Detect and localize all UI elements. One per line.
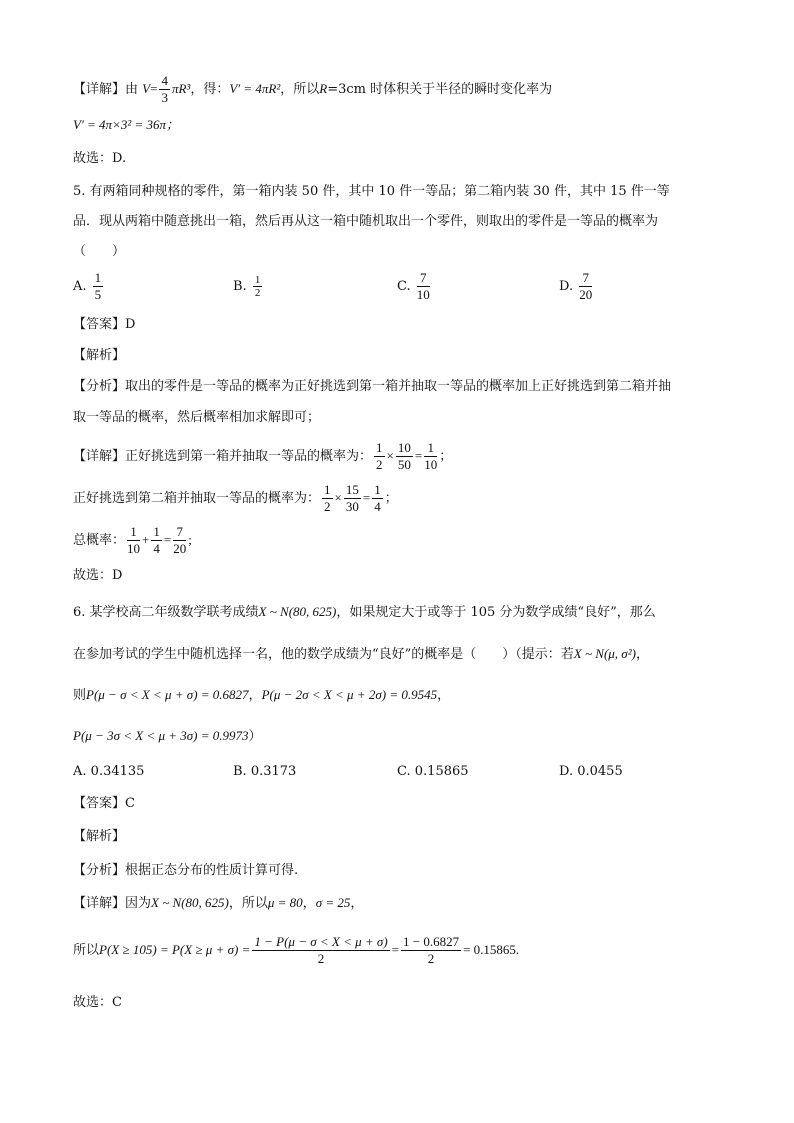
q6-option-b[interactable]: B. 0.3173 xyxy=(233,764,297,779)
q5-stem-line3: （ ） xyxy=(73,244,126,259)
q5-detail-line2: 正好挑选到第二箱并抽取一等品的概率为： $\frac{1}{2}$ × $\frac{15}{30}$ = $\frac{1}{4}$ ； xyxy=(73,482,398,514)
q6-option-c[interactable]: C. 0.15865 xyxy=(397,764,469,779)
math-op: = xyxy=(150,81,158,96)
q5-option-c[interactable]: C. $\frac{7}{10}$ xyxy=(397,270,430,302)
q5-detail-line1: 【详解】正好挑选到第一箱并抽取一等品的概率为： $\frac{1}{2}$ × $\frac{10}{50}$ = $\frac{1}{10}$ ； xyxy=(73,440,453,472)
q6-stem-line1: 6. 某学校高二年级数学联考成绩X ~ N(80, 625)，如果规定大于或等于 105 分为数学成绩“良好”，那么 xyxy=(73,604,656,620)
q6-option-d[interactable]: D. 0.0455 xyxy=(559,764,623,779)
q6-stem-line4: P(μ − 3σ < X < μ + 3σ) = 0.9973） xyxy=(73,728,262,744)
q6-detail-line2: 所以P(X ≥ 105) = P(X ≥ μ + σ) = $\frac{1 - P(\mu - \sigma < X < \mu + \sigma)}{2}$ = $\frac{1 - 0.6827}{2}$ = 0.15865. xyxy=(73,934,520,966)
q5-option-a[interactable]: A. $\frac{1}{5}$ xyxy=(73,270,102,302)
q6-analysis: 【分析】根据正态分布的性质计算可得. xyxy=(73,863,299,878)
detail-text: ，所以 xyxy=(280,82,320,97)
q5-option-d[interactable]: D. $\frac{7}{20}$ xyxy=(559,270,593,302)
q6-choice: 故选：C xyxy=(73,995,122,1010)
detail-text: ，得： xyxy=(190,82,230,97)
q5-answer: 【答案】D xyxy=(73,317,136,332)
fraction: $\frac{4}{3}$ xyxy=(161,73,168,105)
q5-stem-line1: 5. 有两箱同种规格的零件，第一箱内装 50 件，其中 10 件一等品；第二箱内装 30 件，其中 15 件一等 xyxy=(73,184,670,199)
q5-jiexi-heading: 【解析】 xyxy=(73,348,126,363)
q5-stem-line2: 品．现从两箱中随意挑出一箱，然后再从这一箱中随机取出一个零件，则取出的零件是一等品的概率为 xyxy=(73,214,659,229)
q5-total-line: 总概率： $\frac{1}{10}$ + $\frac{1}{4}$ = $\frac{7}{20}$ ; xyxy=(73,524,192,556)
math-expr: πR³ xyxy=(171,81,191,96)
q6-answer: 【答案】C xyxy=(73,796,135,811)
q5-analysis-line2: 取一等品的概率，然后概率相加求解即可； xyxy=(73,410,321,425)
q4-derivative-line: V′ = 4π×3² = 36π； xyxy=(73,117,180,132)
q4-detail-line xyxy=(73,73,552,106)
math-var: R xyxy=(319,81,328,96)
q6-detail-line1: 【详解】因为X ~ N(80, 625)，所以μ = 80，σ = 25， xyxy=(73,895,364,911)
detail-tag: 【详解】 xyxy=(73,82,126,97)
q6-jiexi-heading: 【解析】 xyxy=(73,829,126,844)
detail-text: =3cm 时体积关于半径的瞬时变化率为 xyxy=(327,82,553,97)
q6-stem-line2: 在参加考试的学生中随机选择一名，他的数学成绩为“良好”的概率是（ ）（提示：若X ~ N(μ, σ²)， xyxy=(73,646,649,662)
q4-choice: 故选：D. xyxy=(73,151,127,166)
q6-stem-line3: 则P(μ − σ < X < μ + σ) = 0.6827，P(μ − 2σ < X < μ + 2σ) = 0.9545， xyxy=(73,687,451,703)
q5-option-b[interactable]: B. $\frac{1}{2}$ xyxy=(233,274,261,299)
detail-text: 由 xyxy=(125,82,139,97)
math-var: V xyxy=(142,81,151,96)
math-expr: V′ = 4πR² xyxy=(229,81,281,96)
q5-choice: 故选：D xyxy=(73,568,123,583)
q5-analysis-line1: 【分析】取出的零件是一等品的概率为正好挑选到第一箱并抽取一等品的概率加上正好挑选到第二箱并抽 xyxy=(73,379,672,394)
q6-option-a[interactable]: A. 0.34135 xyxy=(73,764,145,779)
